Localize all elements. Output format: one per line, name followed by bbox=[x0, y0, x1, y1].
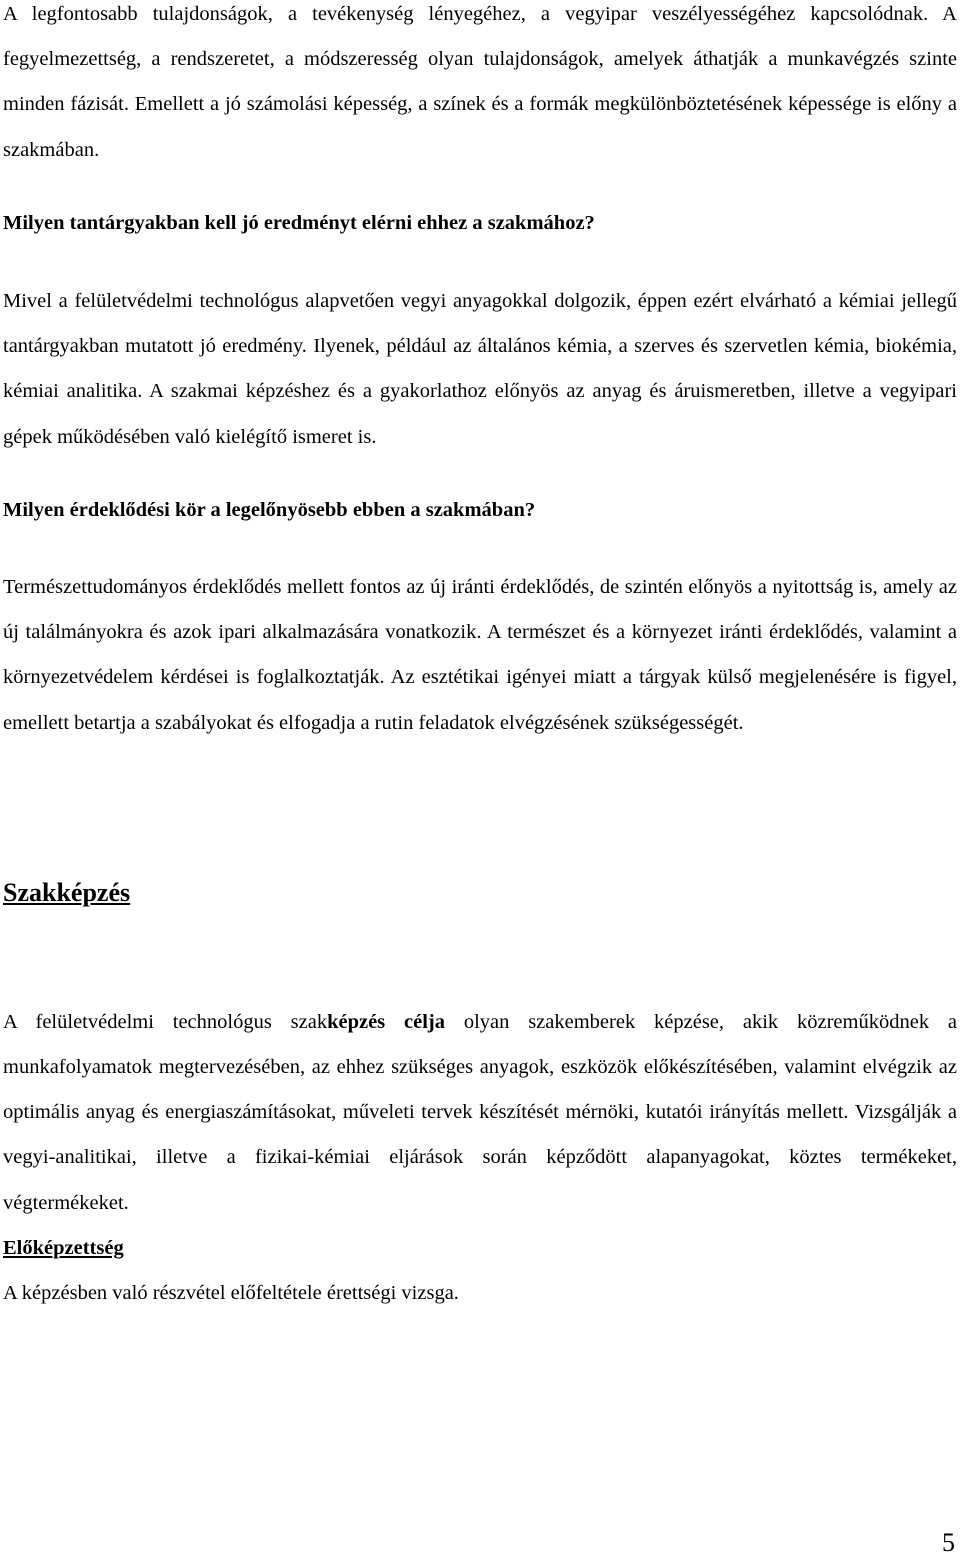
elokepzettseg-text: A képzésben való részvétel előfeltétele érettségi vizsga. bbox=[3, 1282, 459, 1305]
question-interests: Milyen érdeklődési kör a legelőnyösebb ebben a szakmában? bbox=[3, 498, 536, 521]
szakkepzes-paragraph bbox=[3, 1000, 957, 1226]
szakkepzes-text-rest: olyan szakemberek képzése, akik közreműködnek a munkafolyamatok megtervezésében, az ehhez szükséges anyagok, eszközök előkészítésében, valamint elvégzik az optimális anyag és energiaszámításokat, műveleti tervek készítését mérnöki, kutatói irányítás mellett. Vizsgálják a vegyi-analitikai, illetve a fizikai-kémiai eljárások során képződött alapanyagokat, köztes termékeket, végtermékeket. bbox=[3, 1010, 958, 1214]
szakkepzes-bold-kepzes: képzés bbox=[327, 1010, 386, 1033]
szakkepzes-space bbox=[385, 1011, 404, 1033]
document-page bbox=[3, 0, 957, 1316]
section-heading-elokepzettseg: Előképzettség bbox=[3, 1236, 124, 1259]
intro-paragraph: A legfontosabb tulajdonságok, a tevékenység lényegéhez, a vegyipar veszélyességéhez kapcsolódnak. A fegyelmezettség, a rendszeretet, a módszeresség olyan tulajdonságok, amelyek áthatják a munkavégzés szinte minden fázisát. Emellett a jó számolási képesség, a színek és a formák megkülönböztetésének képessége is előny a szakmában. bbox=[3, 3, 957, 161]
szakkepzes-text-start: A felületvédelmi technológus szak bbox=[3, 1010, 328, 1033]
section-heading-szakkepzes: Szakképzés bbox=[3, 877, 131, 907]
answer-interests: Természettudományos érdeklődés mellett fontos az új iránti érdeklődés, de szintén előnyös a nyitottság is, amely az új találmányokra és azok ipari alkalmazására vonatkozik. A természet és a környezet iránti érdeklődés, valamint a környezetvédelem kérdései is foglalkoztatják. Az esztétikai igényei miatt a tárgyak külső megjelenésére is figyel, emellett betartja a szabályokat és elfogadja a rutin feladatok elvégzésének szükségességét. bbox=[3, 576, 957, 734]
page-number: 5 bbox=[942, 1528, 955, 1557]
question-subjects: Milyen tantárgyakban kell jó eredményt elérni ehhez a szakmához? bbox=[3, 211, 595, 234]
szakkepzes-bold-celja: célja bbox=[404, 1010, 445, 1033]
answer-subjects: Mivel a felületvédelmi technológus alapvetően vegyi anyagokkal dolgozik, éppen ezért elvárható a kémiai jellegű tantárgyakban mutatott jó eredmény. Ilyenek, például az általános kémia, a szerves és szervetlen kémia, biokémia, kémiai analitika. A szakmai képzéshez és a gyakorlathoz előnyös az anyag és áruismeretben, illetve a vegyipari gépek működésében való kielégítő ismeret is. bbox=[3, 290, 957, 448]
